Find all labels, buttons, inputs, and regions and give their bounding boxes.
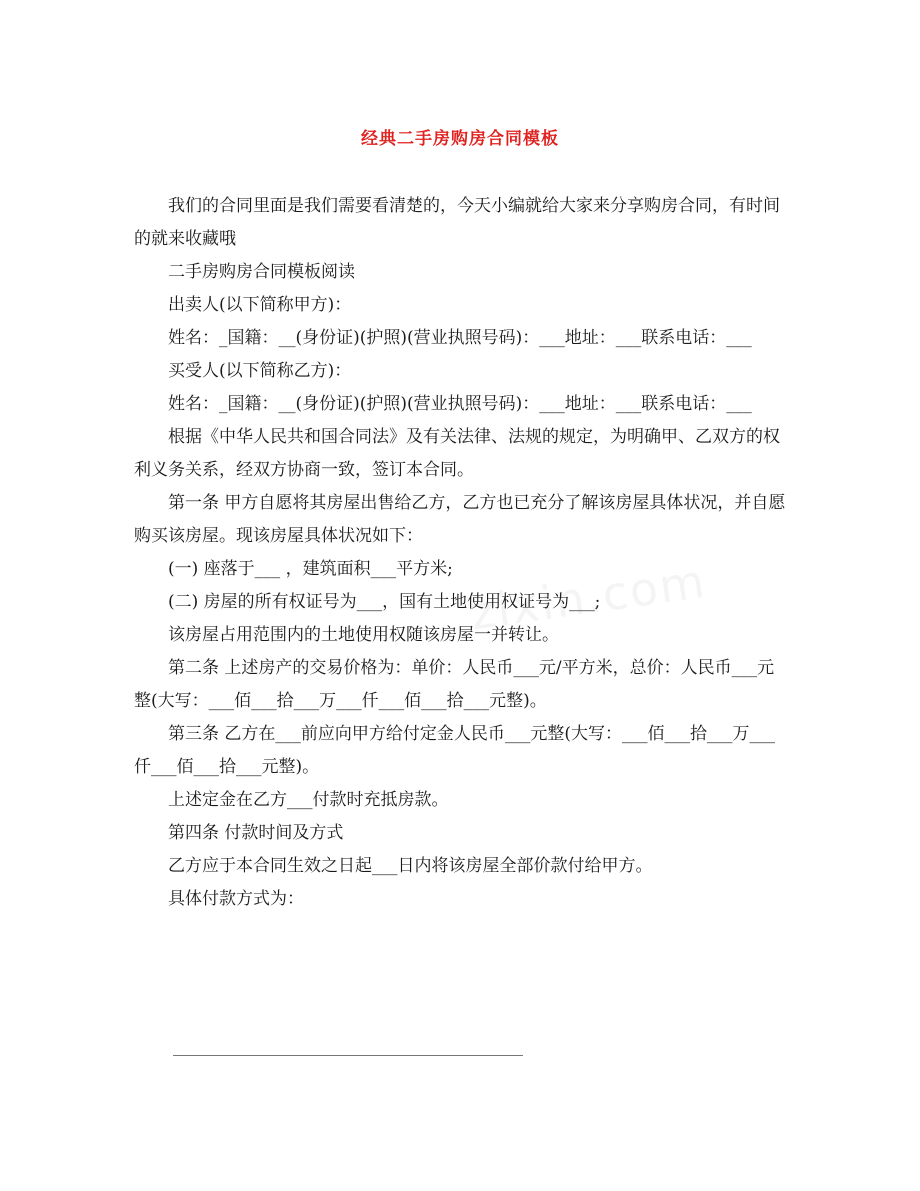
document-title: 经典二手房购房合同模板 — [361, 129, 559, 149]
land-use-paragraph: 该房屋占用范围内的土地使用权随该房屋一并转让。 — [168, 625, 559, 645]
deposit-paragraph: 上述定金在乙方___付款时充抵房款。 — [168, 790, 449, 810]
fill-in-line — [173, 1055, 523, 1056]
document-body — [134, 190, 786, 916]
payment-method-paragraph: 具体付款方式为： — [168, 889, 304, 909]
article-4: 第四条 付款时间及方式 — [168, 823, 344, 843]
intro-paragraph: 我们的合同里面是我们需要看清楚的，今天小编就给大家来分享购房合同，有时间的就来收藏哦 — [134, 196, 780, 249]
article-3: 第三条 乙方在___前应向甲方给付定金人民币___元整(大写：___佰___拾___万___仟___佰___拾___元整)。 — [134, 724, 776, 777]
buyer-info: 姓名：_国籍：__(身份证)(护照)(营业执照号码)：___地址：___联系电话：___ — [168, 394, 752, 414]
legal-basis-paragraph: 根据《中华人民共和国合同法》及有关法律、法规的规定，为明确甲、乙双方的权利义务关系，经双方协商一致，签订本合同。 — [134, 427, 780, 480]
section-heading: 二手房购房合同模板阅读 — [168, 262, 355, 282]
buyer-heading: 买受人(以下简称乙方)： — [168, 361, 352, 381]
article-1: 第一条 甲方自愿将其房屋出售给乙方，乙方也已充分了解该房屋具体状况，并自愿购买该房屋。现该房屋具体状况如下： — [134, 493, 786, 546]
seller-heading: 出卖人(以下简称甲方)： — [168, 295, 352, 315]
article-1-item-2: (二) 房屋的所有权证号为___，国有土地使用权证号为___; — [168, 592, 601, 612]
article-1-item-1: (一) 座落于___ ，建筑面积___平方米; — [168, 559, 453, 579]
seller-info: 姓名：_国籍：__(身份证)(护照)(营业执照号码)：___地址：___联系电话：___ — [168, 328, 752, 348]
article-2: 第二条 上述房产的交易价格为：单价：人民币___元/平方米，总价：人民币___元整(大写：___佰___拾___万___仟___佰___拾___元整)。 — [134, 658, 775, 711]
payment-deadline-paragraph: 乙方应于本合同生效之日起___日内将该房屋全部价款付给甲方。 — [168, 856, 653, 876]
